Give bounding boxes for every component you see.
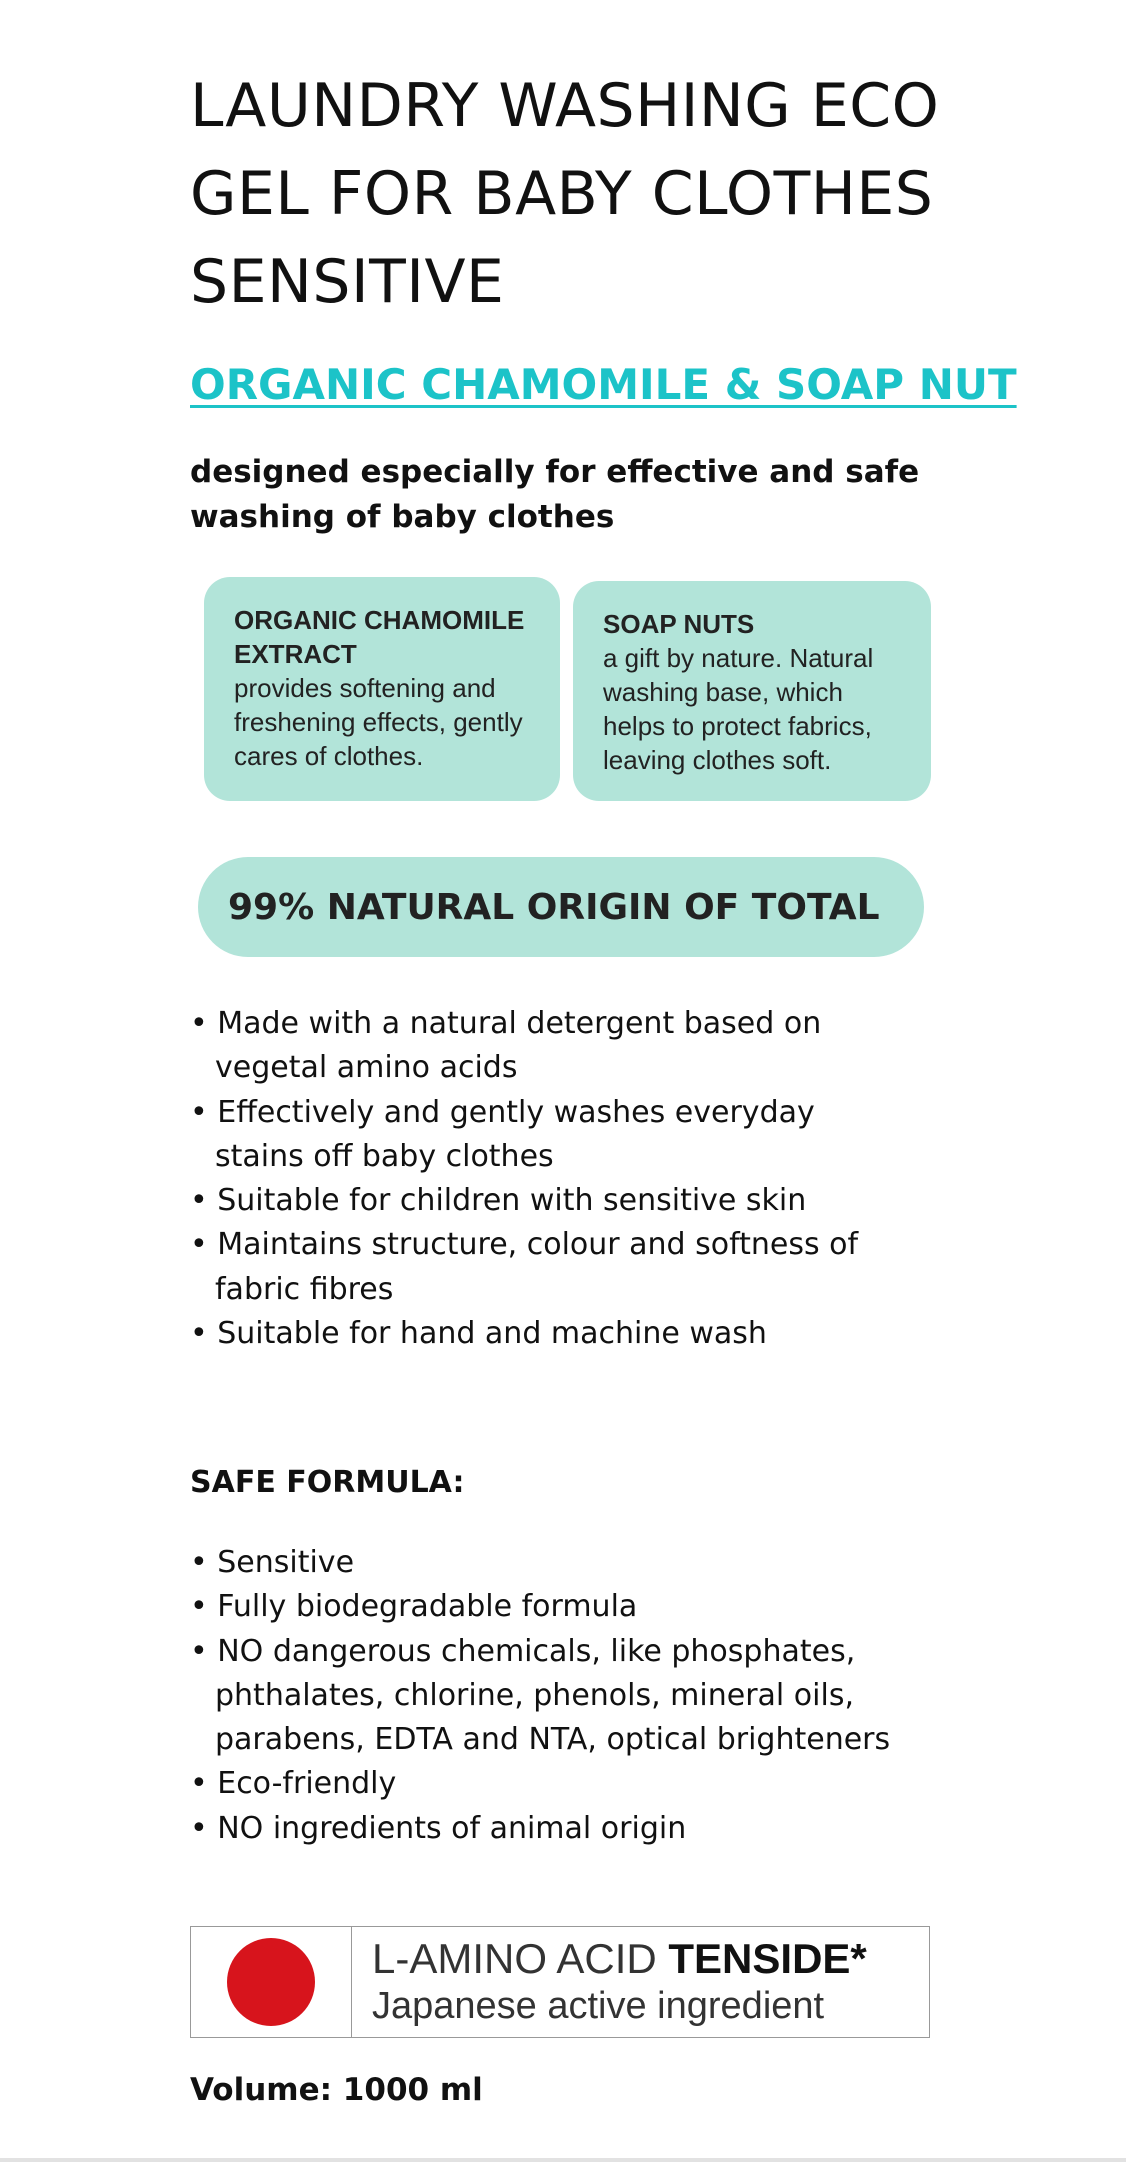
badge-line1-prefix: L-AMINO ACID: [372, 1935, 669, 1982]
ingredient-card-chamomile: [204, 577, 560, 801]
japan-flag-dot-icon: [227, 1938, 315, 2026]
list-item: • Sensitive: [190, 1541, 910, 1585]
product-subtitle-link[interactable]: ORGANIC CHAMOMILE & SOAP NUT: [190, 360, 1017, 409]
tenside-badge: [190, 1926, 930, 2038]
list-item: • Maintains structure, colour and softness of fabric fibres: [190, 1223, 860, 1312]
list-item: • Made with a natural detergent based on vegetal amino acids: [190, 1002, 860, 1091]
product-tagline: designed especially for effective and safe washing of baby clothes: [190, 454, 920, 535]
volume-label: Volume: 1000 ml: [190, 2072, 483, 2108]
japan-flag-cell: [191, 1927, 352, 2037]
list-item: • Effectively and gently washes everyday stains off baby clothes: [190, 1091, 860, 1180]
list-item: • Fully biodegradable formula: [190, 1585, 910, 1629]
card-text: provides softening and freshening effects, gently cares of clothes.: [234, 673, 523, 771]
safe-formula-list: [190, 1541, 910, 1851]
card-heading: ORGANIC CHAMOMILE EXTRACT: [234, 605, 525, 669]
list-item: • NO dangerous chemicals, like phosphates, phthalates, chlorine, phenols, mineral oils, parabens, EDTA and NTA, optical brighteners: [190, 1630, 910, 1763]
list-item: • Eco-friendly: [190, 1762, 910, 1806]
list-item: • Suitable for children with sensitive skin: [190, 1179, 860, 1223]
card-text: a gift by nature. Natural washing base, which helps to protect fabrics, leaving clothes soft.: [603, 643, 874, 775]
safe-formula-heading: SAFE FORMULA:: [190, 1465, 465, 1500]
badge-line1: [372, 1935, 867, 1983]
list-item: • NO ingredients of animal origin: [190, 1807, 910, 1851]
list-item: • Suitable for hand and machine wash: [190, 1312, 860, 1356]
ingredient-card-soap-nuts: [573, 581, 931, 801]
card-heading: SOAP NUTS: [603, 609, 755, 639]
bottom-divider: [0, 2158, 1126, 2162]
product-title: LAUNDRY WASHING ECO GEL FOR BABY CLOTHES SENSITIVE: [190, 71, 940, 317]
badge-text: [352, 1927, 867, 2037]
features-list: [190, 1002, 860, 1356]
natural-origin-banner: 99% NATURAL ORIGIN OF TOTAL: [198, 857, 924, 957]
badge-line1-bold: TENSIDE*: [668, 1935, 867, 1982]
badge-line2: Japanese active ingredient: [372, 1985, 825, 2027]
